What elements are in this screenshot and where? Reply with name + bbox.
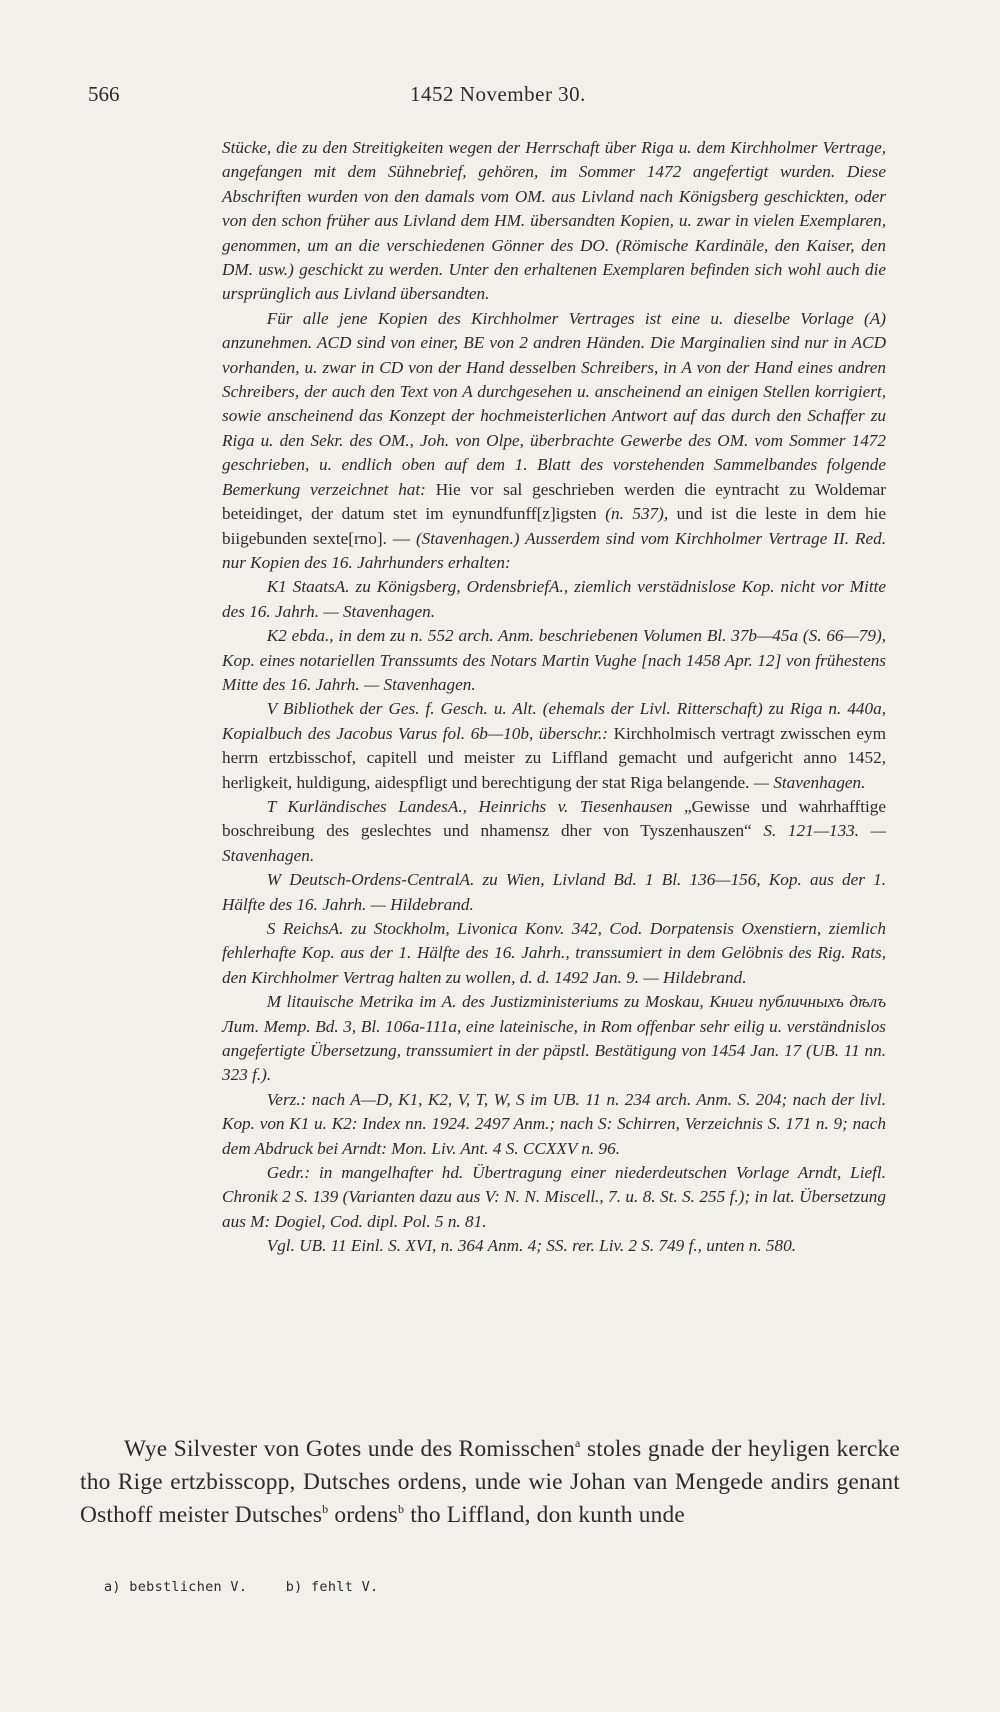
manuscript-v (222, 697, 886, 795)
main-text-segment: stoles gnade der heyligen kercke tho Rige ertzbisscopp, Dutsches ordens, unde wie Johan van Mengede andirs genant Osthoff meister Dutsches (80, 1436, 900, 1528)
manuscript-s: S ReichsA. zu Stockholm, Livonica Konv. 342, Cod. Dorpatensis Oxenstiern, ziemlich fehlerhafte Kop. aus der 1. Hälfte des 16. Jahrh., transsumiert in dem Gelöbnis des Rig. Rats, den Kirchholmer Vertrag halten zu wollen, d. d. 1492 Jan. 9. — Hildebrand. (222, 919, 886, 987)
note-paragraph: Stücke, die zu den Streitigkeiten wegen der Herrschaft über Riga u. dem Kirchholmer Vertrage, angefangen mit dem Sühnebrief, gehören, im Sommer 1472 angefertigt wurden. Diese Abschriften wurden von den damals vom OM. aus Livland nach Königsberg geschickten, oder von den schon früher aus Livland dem HM. übersandten Kopien, u. zwar in vielen Exemplaren, genommen, um an die verschiedenen Gönner des DO. (Römische Kardinäle, den Kaiser, den DM. usw.) geschickt zu werden. Unter den erhaltenen Exemplaren befinden sich wohl auch die ursprünglich aus Livland übersandten. (222, 138, 886, 304)
quoted-remark: Hie vor sal geschrieben werden die eyntracht zu Woldemar beteidinget, der datum stet im eynundfunff[z]igsten (222, 479, 886, 524)
running-title: 1452 November 30. (410, 82, 586, 106)
footnote-b: b) fehlt V. (285, 1579, 379, 1595)
page-header (88, 82, 908, 110)
note-text: Für alle jene Kopien des Kirchholmer Vertrages ist eine u. dieselbe Vorlage (A) anzunehmen. ACD sind von einer, BE von 2 andren Händen. Die Marginalien sind nur in ACD vorhanden, u. zwar in CD von der Hand desselben Schreibers, in A von der Hand eines andren Schreibers, der auch den Text von A durchgesehen u. anscheinend an einigen Stellen korrigiert, sowie anscheinend das Konzept der hochmeisterlichen Antwort auf das durch den Schaffer zu Riga u. den Sekr. des OM., Joh. von Olpe, überbrachte Gewerbe des OM. vom Sommer 1472 geschrieben, u. endlich oben auf dem 1. Blatt des vorstehenden Sammelbandes folgende Bemerkung verzeichnet hat: (222, 308, 886, 499)
note-text: (Stavenhagen.) Ausserdem sind vom Kirchholmer Vertrage II. Red. nur Kopien des 16. Jahrhunders erhalten: (222, 528, 887, 572)
note-text: T Kurländisches LandesA., Heinrichs v. Tiesenhausen (266, 796, 673, 816)
footnote-mark: b (322, 1502, 329, 1517)
footnotes (104, 1579, 408, 1595)
main-text (80, 1433, 900, 1532)
manuscript-k2: K2 ebda., in dem zu n. 552 arch. Anm. beschriebenen Volumen Bl. 37b—45a (S. 66—79), Kop. eines notariellen Transsumts des Notars Martin Vughe [nach 1458 Apr. 12] von frühestens Mitte des 16. Jahrh. — Stavenhagen. (222, 626, 886, 694)
note-text: S. 121—133. — Stavenhagen. (222, 821, 887, 865)
verzeichnis: Verz.: nach A—D, K1, K2, V, T, W, S im UB. 11 n. 234 arch. Anm. S. 204; nach der livl. Kop. von K1 u. K2: Index nn. 1924. 2497 Anm.; nach S: Schirren, Verzeichnis S. 171 n. 9; nach dem Abdruck bei Arndt: Mon. Liv. Ant. 4 S. CCXXV n. 96. (222, 1089, 886, 1158)
manuscript-t (222, 795, 886, 868)
vergleiche: Vgl. UB. 11 Einl. S. XVI, n. 364 Anm. 4; SS. rer. Liv. 2 S. 749 f., unten n. 580. (266, 1236, 796, 1256)
manuscript-k1: K1 StaatsA. zu Königsberg, OrdensbriefA., ziemlich verstädnislose Kop. nicht vor Mitte des 16. Jahrh. — Stavenhagen. (222, 577, 886, 621)
quoted-title: Kirchholmisch vertragt zwisschen eym herrn ertzbisschof, capitell und meister zu Liffland gemacht und aufgericht anno 1452, herligkeit, huldigung, aidespfligt und berechtigung der stat Riga belangende. (222, 723, 887, 792)
manuscript-w: W Deutsch-Ordens-CentralA. zu Wien, Livland Bd. 1 Bl. 136—156, Kop. aus der 1. Hälfte des 16. Jahrh. — Hildebrand. (222, 870, 886, 914)
note-text: — Stavenhagen. (753, 772, 866, 792)
main-text-segment: tho Liffland, don kunth unde (410, 1502, 686, 1528)
note-text: V Bibliothek der Ges. f. Gesch. u. Alt. (ehemals der Livl. Ritterschaft) zu Riga n. 440a, Kopialbuch des Jacobus Varus fol. 6b—10b, überschr.: (222, 699, 886, 743)
main-text-segment: Wye Silvester von Gotes unde des Romisschen (124, 1436, 576, 1462)
note-paragraph (222, 307, 886, 575)
manuscript-m: M litauische Metrika im A. des Justizministeriums zu Moskau, Книги публичныхъ дѣлъ Лит. Метр. Bd. 3, Bl. 106a-111a, eine lateinische, in Rom offenbar sehr eilig u. verständnislos angefertigte Übersetzung, transsumiert in der päpstl. Bestätigung von 1454 Jan. 17 (UB. 11 nn. 323 f.). (222, 992, 886, 1085)
footnote-mark: a (575, 1436, 581, 1451)
quoted-title: „Gewisse und wahrhafftige boschreibung des geslechtes und nhamensz dher von Tyszenhauszen“ (222, 796, 887, 841)
main-text-segment: ordens (334, 1502, 398, 1528)
quoted-remark-end: und ist die leste in dem hie biigebunden sexte[rno]. — (222, 504, 886, 548)
page-number: 566 (88, 82, 120, 106)
footnote-a: a) bebstlichen V. (104, 1579, 248, 1595)
gedruckt: Gedr.: in mangelhafter hd. Übertragung einer niederdeutschen Vorlage Arndt, Liefl. Chronik 2 S. 139 (Varianten dazu aus V: N. N. Miscell., 7. u. 8. St. S. 255 f.); in lat. Übersetzung aus M: Dogiel, Cod. dipl. Pol. 5 n. 81. (222, 1163, 886, 1231)
footnote-mark: b (397, 1502, 405, 1517)
editorial-notes (222, 136, 886, 1259)
reference: (n. 537), (605, 504, 669, 524)
